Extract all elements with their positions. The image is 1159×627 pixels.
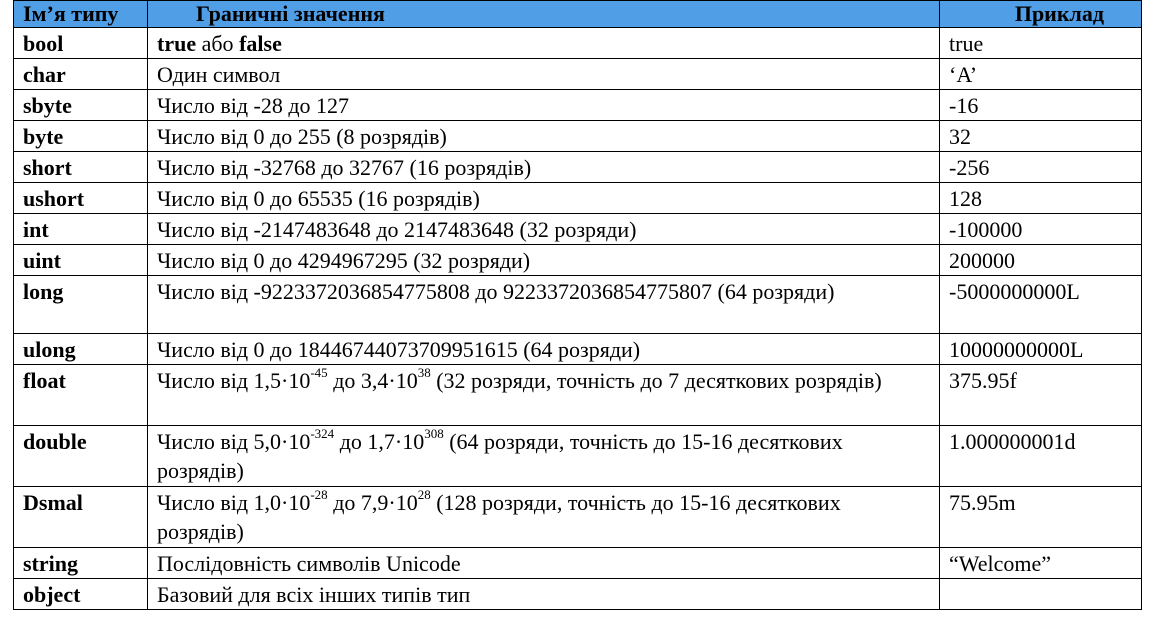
type-example: 10000000000L: [940, 334, 1142, 365]
table-row: [14, 334, 1142, 365]
table-row: [14, 487, 1142, 548]
type-range: Число від 0 до 18446744073709951615 (64 розряди): [148, 334, 940, 365]
range-text: або: [196, 31, 240, 56]
type-name: Dsmal: [14, 487, 148, 548]
type-name: ulong: [14, 334, 148, 365]
type-name: sbyte: [14, 90, 148, 121]
exponent: 308: [424, 425, 444, 441]
table-row: [14, 579, 1142, 610]
range-text: false: [239, 31, 282, 56]
type-range: [148, 426, 940, 487]
range-text: (32 розряди, точність до 7 десяткових розрядів): [430, 368, 882, 393]
table-row: [14, 426, 1142, 487]
range-text: (128 розряди, точність до 15-16 десяткових розрядів): [157, 490, 841, 544]
exponent: 28: [417, 486, 431, 502]
table-row: [14, 121, 1142, 152]
range-text: Число від 1,5·10: [157, 368, 311, 393]
header-type-name: Ім’я типу: [14, 1, 148, 28]
type-range: [148, 365, 940, 426]
type-name: float: [14, 365, 148, 426]
type-example: 75.95m: [940, 487, 1142, 548]
table-row: [14, 152, 1142, 183]
type-name: int: [14, 214, 148, 245]
exponent: -45: [310, 364, 328, 380]
table-row: [14, 276, 1142, 334]
table-header-row: [14, 1, 1142, 28]
type-range: Число від -32768 до 32767 (16 розрядів): [148, 152, 940, 183]
type-name: double: [14, 426, 148, 487]
range-text: Число від 1,0·10: [157, 490, 311, 515]
type-example: ‘A’: [940, 59, 1142, 90]
type-example: true: [940, 28, 1142, 59]
table-row: [14, 59, 1142, 90]
type-name: short: [14, 152, 148, 183]
type-example: -16: [940, 90, 1142, 121]
exponent: -28: [310, 486, 328, 502]
type-example: [940, 579, 1142, 610]
type-example: 32: [940, 121, 1142, 152]
data-types-table: [13, 0, 1142, 610]
range-text: до 1,7·10: [334, 429, 425, 454]
type-example: -100000: [940, 214, 1142, 245]
type-name: object: [14, 579, 148, 610]
table-row: [14, 90, 1142, 121]
type-example: 1.000000001d: [940, 426, 1142, 487]
type-range: Число від 0 до 4294967295 (32 розряди): [148, 245, 940, 276]
range-text: до 3,4·10: [327, 368, 418, 393]
type-example: -5000000000L: [940, 276, 1142, 334]
type-range: Число від -28 до 127: [148, 90, 940, 121]
type-range: Число від 0 до 255 (8 розрядів): [148, 121, 940, 152]
type-name: uint: [14, 245, 148, 276]
type-example: “Welcome”: [940, 548, 1142, 579]
type-range: Число від -9223372036854775808 до 9223372036854775807 (64 розряди): [148, 276, 940, 334]
type-name: string: [14, 548, 148, 579]
range-text: (64 розряди, точність до 15-16 десяткових розрядів): [157, 429, 843, 483]
type-range: [148, 487, 940, 548]
table-row: [14, 365, 1142, 426]
table-row: [14, 245, 1142, 276]
header-range: Граничні значення: [148, 1, 940, 28]
type-range: Один символ: [148, 59, 940, 90]
table-row: [14, 28, 1142, 59]
header-example: Приклад: [940, 1, 1142, 28]
type-name: ushort: [14, 183, 148, 214]
exponent: -324: [310, 425, 335, 441]
table-row: [14, 214, 1142, 245]
table-row: [14, 183, 1142, 214]
range-text: Число від 5,0·10: [157, 429, 311, 454]
type-range: Послідовність символів Unicode: [148, 548, 940, 579]
type-range: Базовий для всіх інших типів тип: [148, 579, 940, 610]
type-example: -256: [940, 152, 1142, 183]
range-text: true: [157, 31, 197, 56]
type-name: char: [14, 59, 148, 90]
table-row: [14, 548, 1142, 579]
type-name: bool: [14, 28, 148, 59]
type-range: Число від -2147483648 до 2147483648 (32 розряди): [148, 214, 940, 245]
exponent: 38: [417, 364, 431, 380]
range-text: до 7,9·10: [327, 490, 418, 515]
type-range: [148, 28, 940, 59]
type-example: 200000: [940, 245, 1142, 276]
type-name: long: [14, 276, 148, 334]
type-name: byte: [14, 121, 148, 152]
type-example: 375.95f: [940, 365, 1142, 426]
type-range: Число від 0 до 65535 (16 розрядів): [148, 183, 940, 214]
type-example: 128: [940, 183, 1142, 214]
